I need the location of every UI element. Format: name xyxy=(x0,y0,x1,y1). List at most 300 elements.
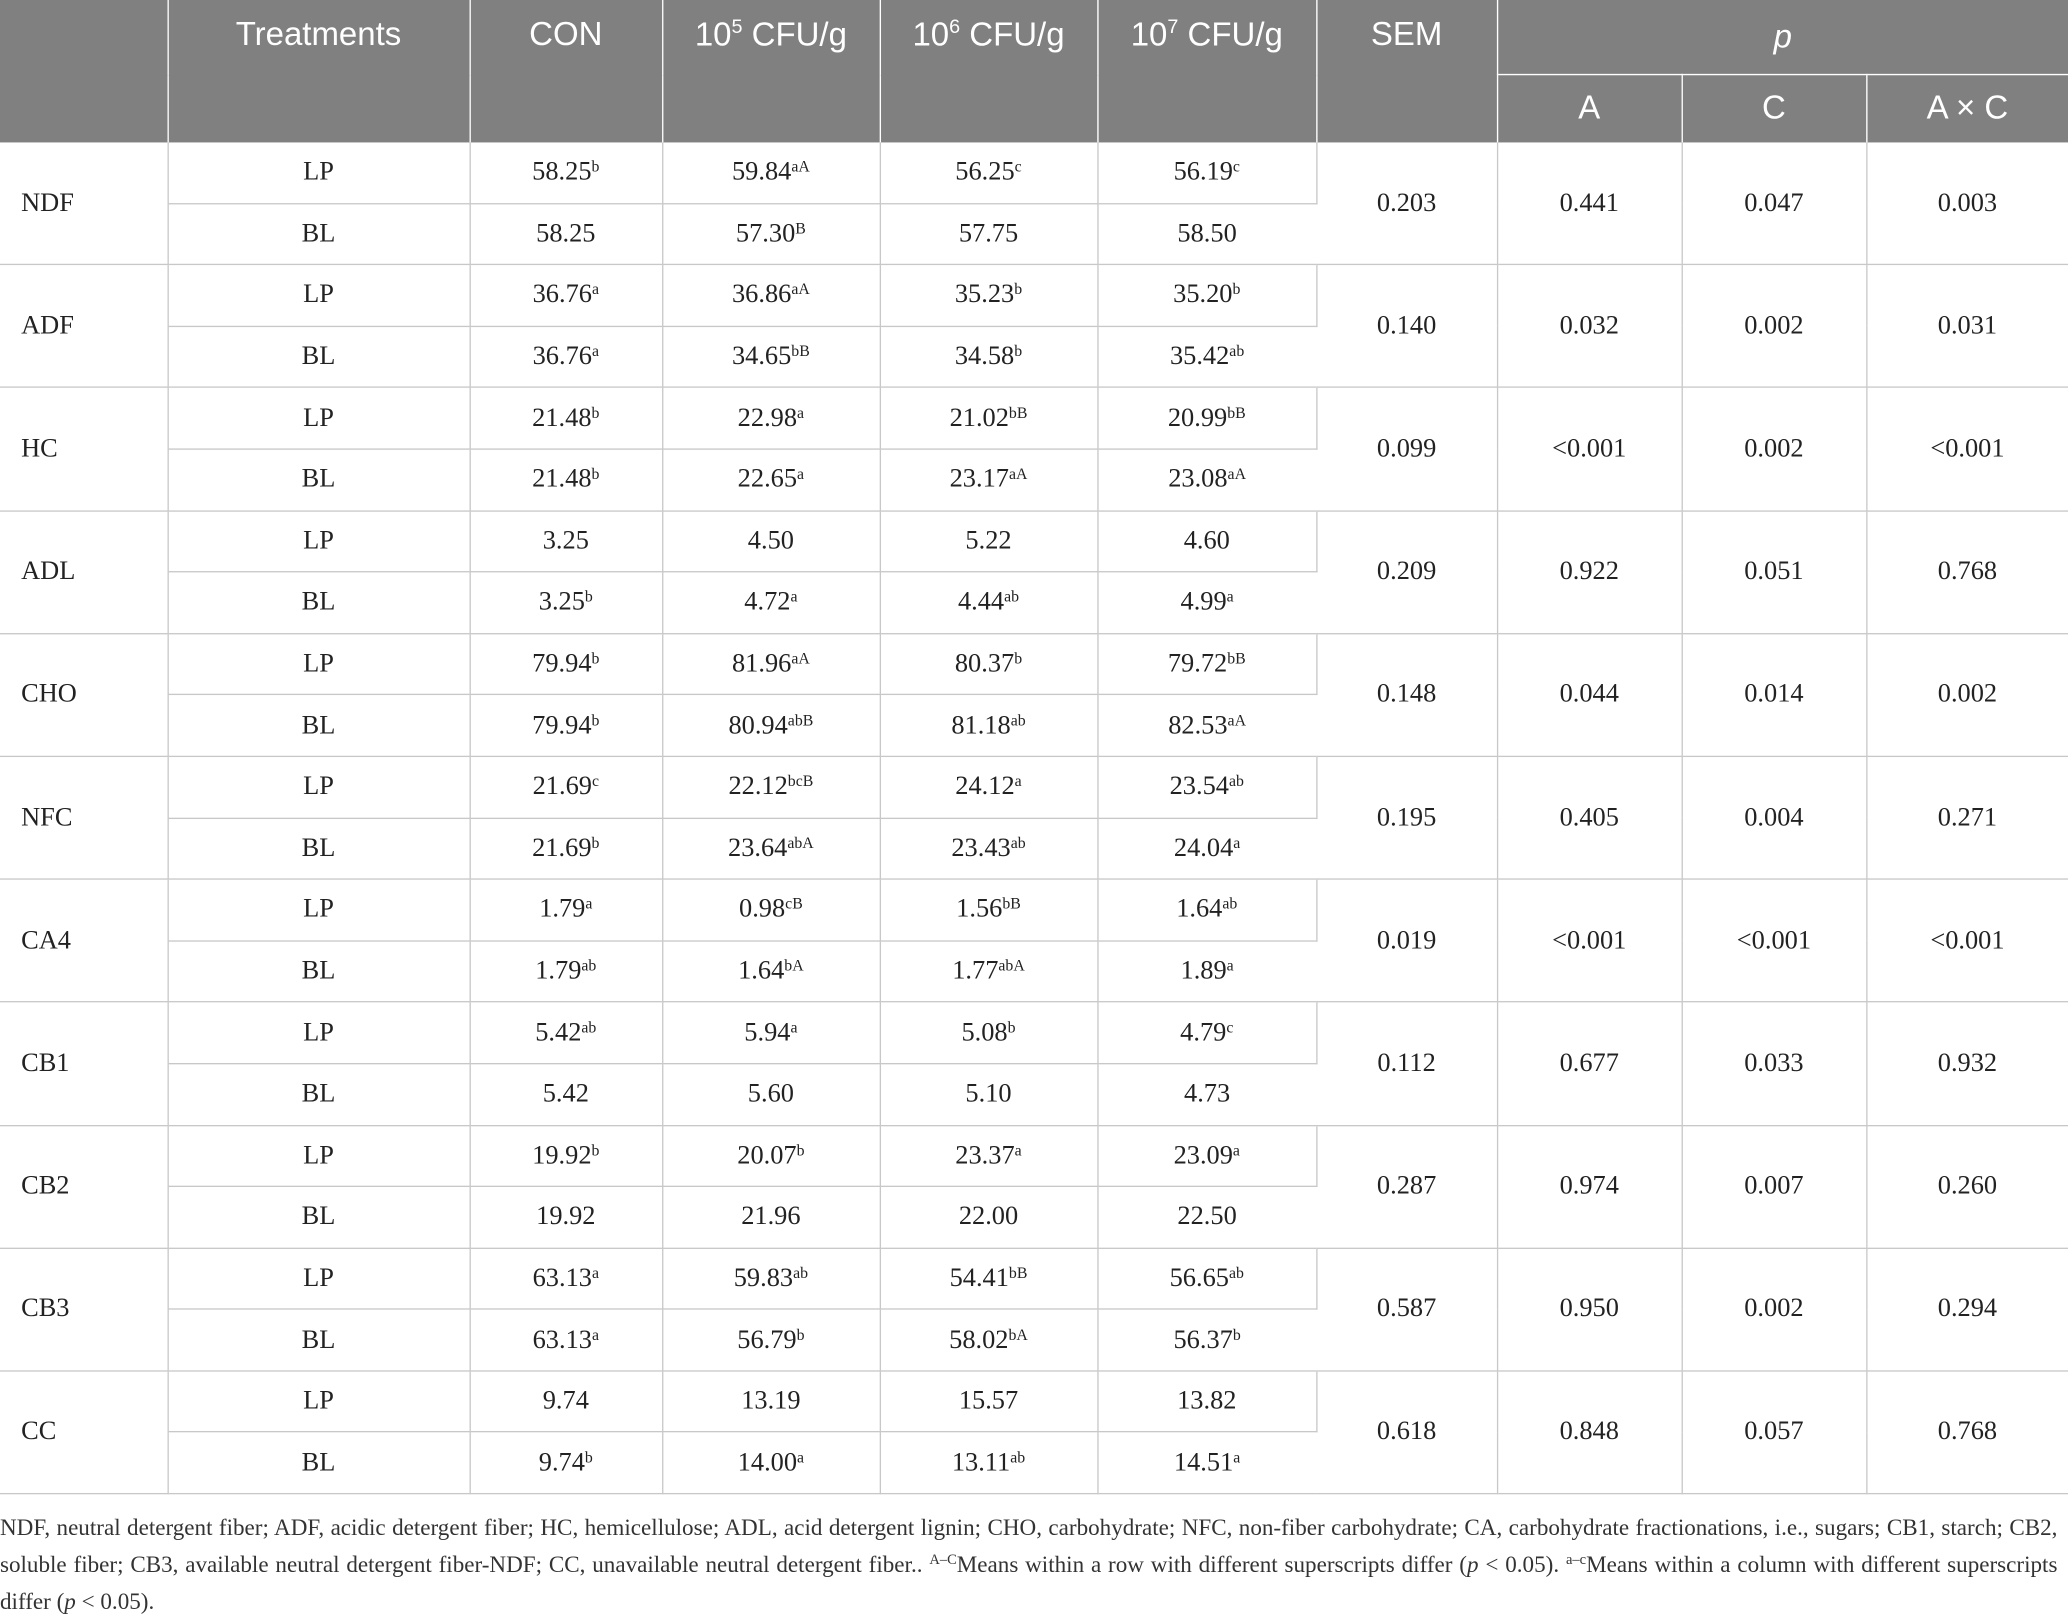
significance-letters: b xyxy=(1232,1324,1241,1344)
mean-value: 58.25 xyxy=(536,218,596,248)
treatment-label: LP xyxy=(167,142,469,203)
mean-value: 80.37 xyxy=(954,648,1015,678)
p-axc-value: 0.260 xyxy=(1866,1125,2068,1248)
significance-letters: abA xyxy=(787,833,814,852)
mean-value-cell xyxy=(662,326,880,387)
treatment-label: LP xyxy=(167,388,469,449)
mean-value: 5.94 xyxy=(744,1017,791,1047)
mean-value-cell xyxy=(470,510,663,571)
mean-value-cell xyxy=(880,265,1098,326)
mean-value: 1.64 xyxy=(738,956,785,986)
mean-value: 36.76 xyxy=(532,341,592,371)
treatment-label: BL xyxy=(167,572,469,633)
significance-letters: a xyxy=(1233,1447,1241,1467)
mean-value: 5.60 xyxy=(747,1079,794,1109)
significance-letters: aA xyxy=(791,280,810,299)
mean-value-cell xyxy=(1097,510,1316,571)
mean-value: 4.79 xyxy=(1180,1017,1227,1047)
p-axc-value: 0.768 xyxy=(1866,1371,2068,1494)
significance-letters: ab xyxy=(1004,587,1020,606)
significance-letters: aA xyxy=(1227,464,1247,484)
variable-name: NDF xyxy=(0,142,167,264)
treatment-label: BL xyxy=(167,941,469,1002)
p-a-value: 0.044 xyxy=(1497,633,1682,756)
significance-letters: b xyxy=(1232,280,1241,299)
mean-value: 34.65 xyxy=(731,341,792,371)
significance-letters: ab xyxy=(1010,1447,1026,1467)
mean-value: 9.74 xyxy=(542,1386,589,1416)
mean-value: 21.96 xyxy=(741,1202,801,1232)
mean-value: 9.74 xyxy=(538,1447,585,1477)
mean-value: 23.64 xyxy=(728,833,788,863)
treatment-label: BL xyxy=(167,1432,469,1493)
sem-value: 0.140 xyxy=(1316,265,1497,388)
table-row xyxy=(0,633,2068,694)
treatment-label: LP xyxy=(167,1125,469,1186)
mean-value: 13.19 xyxy=(741,1386,801,1416)
mean-value: 24.12 xyxy=(955,771,1015,801)
mean-value-cell xyxy=(880,449,1098,510)
p-c-value: 0.033 xyxy=(1682,1002,1867,1125)
mean-value-cell xyxy=(470,695,663,756)
mean-value: 5.22 xyxy=(965,526,1012,556)
table-row xyxy=(0,265,2068,326)
treatment-label: LP xyxy=(167,510,469,571)
mean-value-cell xyxy=(1097,1432,1316,1493)
mean-value-cell xyxy=(1097,326,1316,387)
mean-value: 20.07 xyxy=(737,1140,797,1170)
significance-letters: ab xyxy=(1222,894,1238,914)
significance-letters: a xyxy=(585,894,593,914)
p-c-value: 0.002 xyxy=(1682,388,1867,511)
significance-letters: b xyxy=(591,464,600,484)
p-c-value: 0.007 xyxy=(1682,1125,1867,1248)
mean-value-cell xyxy=(880,1064,1098,1125)
p-a-value: 0.950 xyxy=(1497,1248,1682,1371)
significance-letters: a xyxy=(1232,1140,1240,1160)
mean-value: 0.98 xyxy=(739,894,786,924)
mean-value: 22.98 xyxy=(737,403,798,433)
significance-letters: abA xyxy=(998,956,1025,975)
mean-value: 4.44 xyxy=(957,587,1005,617)
mean-value-cell xyxy=(1097,818,1316,879)
significance-letters: a xyxy=(1014,1140,1022,1160)
mean-value-cell xyxy=(1097,633,1316,694)
significance-letters: ab xyxy=(1010,833,1026,852)
p-axc-value: 0.003 xyxy=(1866,142,2068,264)
p-c-value: 0.002 xyxy=(1682,265,1867,388)
significance-letters: ab xyxy=(793,1263,809,1282)
variable-name: CB3 xyxy=(0,1248,167,1371)
significance-letters: b xyxy=(591,648,600,668)
mean-value-cell xyxy=(1097,449,1316,510)
mean-value-cell xyxy=(662,818,880,879)
mean-value-cell xyxy=(880,203,1098,264)
mean-value-cell xyxy=(880,388,1098,449)
mean-value-cell xyxy=(470,633,663,694)
significance-letters: b xyxy=(591,403,600,422)
significance-letters: aA xyxy=(1227,710,1247,729)
significance-letters: ab xyxy=(1229,341,1245,361)
mean-value: 36.76 xyxy=(532,280,592,310)
mean-value-cell xyxy=(470,326,663,387)
p-c-value: <0.001 xyxy=(1682,879,1867,1002)
mean-value: 57.75 xyxy=(958,218,1019,248)
mean-value: 3.25 xyxy=(542,526,589,556)
treatment-label: LP xyxy=(167,1002,469,1063)
table-row xyxy=(0,510,2068,571)
mean-value-cell xyxy=(1097,879,1316,940)
mean-value-cell xyxy=(880,879,1098,940)
mean-value: 4.50 xyxy=(747,526,794,556)
header-p-axc: A × C xyxy=(1866,75,2068,143)
p-a-value: 0.677 xyxy=(1497,1002,1682,1125)
p-c-value: 0.002 xyxy=(1682,1248,1867,1371)
sem-value: 0.195 xyxy=(1316,756,1497,879)
mean-value-cell xyxy=(880,1309,1098,1370)
mean-value: 81.96 xyxy=(731,648,792,678)
mean-value-cell xyxy=(470,879,663,940)
mean-value-cell xyxy=(662,1002,880,1063)
mean-value: 56.79 xyxy=(737,1324,797,1354)
p-c-value: 0.014 xyxy=(1682,633,1867,756)
p-a-value: 0.974 xyxy=(1497,1125,1682,1248)
mean-value-cell xyxy=(470,572,663,633)
p-a-value: 0.032 xyxy=(1497,265,1682,388)
treatment-label: BL xyxy=(167,1186,469,1247)
sem-value: 0.019 xyxy=(1316,879,1497,1002)
mean-value: 21.02 xyxy=(949,403,1009,433)
significance-letters: c xyxy=(1226,1017,1234,1037)
significance-letters: b xyxy=(591,833,600,852)
table-body xyxy=(0,142,2068,1493)
mean-value-cell xyxy=(662,695,880,756)
significance-letters: a xyxy=(797,1447,805,1467)
p-axc-value: 0.031 xyxy=(1866,265,2068,388)
significance-letters: b xyxy=(584,587,593,606)
p-a-value: <0.001 xyxy=(1497,388,1682,511)
mean-value-cell xyxy=(470,1002,663,1063)
mean-value-cell xyxy=(880,1432,1098,1493)
mean-value-cell xyxy=(1097,1248,1316,1309)
header-p-c: C xyxy=(1682,75,1867,143)
mean-value-cell xyxy=(470,1309,663,1370)
mean-value: 21.48 xyxy=(532,403,592,433)
sem-value: 0.148 xyxy=(1316,633,1497,756)
mean-value-cell xyxy=(662,1432,880,1493)
mean-value-cell xyxy=(880,941,1098,1002)
mean-value-cell xyxy=(880,818,1098,879)
mean-value-cell xyxy=(470,1186,663,1247)
significance-letters: bB xyxy=(1008,1263,1028,1282)
mean-value: 20.99 xyxy=(1167,403,1228,433)
significance-letters: a xyxy=(591,1324,599,1344)
significance-letters: a xyxy=(1226,956,1234,975)
mean-value-cell xyxy=(470,941,663,1002)
mean-value: 35.20 xyxy=(1173,280,1233,310)
significance-letters: b xyxy=(591,1140,600,1160)
significance-letters: bB xyxy=(1002,894,1021,914)
mean-value-cell xyxy=(662,756,880,817)
mean-value-cell xyxy=(1097,265,1316,326)
significance-letters: b xyxy=(591,157,600,176)
mean-value: 5.08 xyxy=(961,1017,1008,1047)
mean-value: 23.37 xyxy=(955,1140,1015,1170)
mean-value: 79.94 xyxy=(532,648,592,678)
significance-letters: bB xyxy=(1008,403,1028,422)
mean-value-cell xyxy=(662,1064,880,1125)
significance-letters: b xyxy=(796,1324,805,1344)
p-c-value: 0.051 xyxy=(1682,510,1867,633)
mean-value: 21.69 xyxy=(532,771,592,801)
mean-value-cell xyxy=(470,265,663,326)
variable-name: CC xyxy=(0,1371,167,1494)
mean-value-cell xyxy=(662,449,880,510)
mean-value: 5.42 xyxy=(535,1017,582,1047)
treatment-label: LP xyxy=(167,1248,469,1309)
mean-value-cell xyxy=(1097,1309,1316,1370)
mean-value: 56.65 xyxy=(1169,1263,1229,1293)
mean-value-cell xyxy=(1097,1064,1316,1125)
significance-letters: b xyxy=(1014,648,1023,668)
variable-name: ADL xyxy=(0,510,167,633)
treatment-label: LP xyxy=(167,1371,469,1432)
significance-letters: ab xyxy=(1010,710,1026,729)
mean-value: 82.53 xyxy=(1168,710,1228,740)
significance-letters: a xyxy=(797,403,805,422)
p-a-value: 0.405 xyxy=(1497,756,1682,879)
mean-value-cell xyxy=(880,510,1098,571)
table-row xyxy=(0,1248,2068,1309)
treatment-label: BL xyxy=(167,1064,469,1125)
table-row xyxy=(0,1125,2068,1186)
mean-value: 1.56 xyxy=(956,894,1003,924)
mean-value-cell xyxy=(662,941,880,1002)
mean-value: 58.50 xyxy=(1177,218,1237,248)
mean-value: 4.72 xyxy=(744,587,791,617)
significance-letters: aA xyxy=(791,157,810,176)
significance-letters: a xyxy=(1014,771,1022,791)
mean-value: 4.60 xyxy=(1183,526,1230,556)
mean-value: 63.13 xyxy=(532,1324,592,1354)
mean-value-cell xyxy=(1097,572,1316,633)
significance-letters: cB xyxy=(785,894,803,914)
p-axc-value: <0.001 xyxy=(1866,388,2068,511)
significance-letters: ab xyxy=(581,1017,597,1037)
mean-value-cell xyxy=(880,756,1098,817)
mean-value-cell xyxy=(880,1186,1098,1247)
mean-value: 22.50 xyxy=(1177,1202,1237,1232)
mean-value: 1.79 xyxy=(539,894,586,924)
sem-value: 0.112 xyxy=(1316,1002,1497,1125)
mean-value-cell xyxy=(470,1125,663,1186)
mean-value: 23.09 xyxy=(1173,1140,1233,1170)
table-footnote: NDF, neutral detergent fiber; ADF, acidic detergent fiber; HC, hemicellulose; ADL, acid detergent lignin; CHO, carbohydrate; NFC, non-fiber carbohydrate; CA, carbohydrate fractionations, i.e., sugars; CB1, starch; CB2, soluble fiber; CB3, available neutral detergent fiber-NDF; CC, unavailable neutral detergent fiber.. $^{A-C}$Means within a row with different superscripts differ (p < 0.05). $^{a-c}$Means within a column with different superscripts differ (p < 0.05). xyxy=(0,1514,2058,1615)
mean-value-cell xyxy=(662,1125,880,1186)
mean-value: 23.54 xyxy=(1169,771,1229,801)
sem-value: 0.203 xyxy=(1316,142,1497,264)
treatment-label: BL xyxy=(167,818,469,879)
mean-value-cell xyxy=(880,1002,1098,1063)
header-p-a: A xyxy=(1497,75,1682,143)
mean-value: 13.11 xyxy=(951,1447,1011,1477)
mean-value-cell xyxy=(662,633,880,694)
variable-name: ADF xyxy=(0,265,167,388)
mean-value: 22.00 xyxy=(958,1202,1019,1232)
sem-value: 0.099 xyxy=(1316,388,1497,511)
mean-value: 21.48 xyxy=(532,464,592,494)
significance-letters: b xyxy=(1014,280,1023,299)
significance-letters: bB xyxy=(791,341,810,361)
mean-value-cell xyxy=(1097,142,1316,203)
mean-value: 35.42 xyxy=(1169,341,1230,371)
mean-value-cell xyxy=(1097,203,1316,264)
mean-value: 80.94 xyxy=(728,710,788,740)
mean-value: 22.65 xyxy=(737,464,798,494)
mean-value: 21.69 xyxy=(532,833,592,863)
mean-value: 23.17 xyxy=(949,464,1009,494)
mean-value-cell xyxy=(662,510,880,571)
mean-value: 35.23 xyxy=(954,280,1015,310)
variable-name: HC xyxy=(0,388,167,511)
significance-letters: a xyxy=(790,1017,798,1037)
mean-value-cell xyxy=(880,142,1098,203)
mean-value: 5.42 xyxy=(542,1079,589,1109)
significance-letters: B xyxy=(795,218,806,238)
mean-value-cell xyxy=(662,1371,880,1432)
variable-name: NFC xyxy=(0,756,167,879)
table-row xyxy=(0,1371,2068,1432)
mean-value: 56.19 xyxy=(1173,157,1233,187)
sem-value: 0.618 xyxy=(1316,1371,1497,1494)
sem-value: 0.587 xyxy=(1316,1248,1497,1371)
treatment-label: BL xyxy=(167,449,469,510)
significance-letters: ab xyxy=(581,956,597,975)
mean-value-cell xyxy=(662,203,880,264)
mean-value-cell xyxy=(880,633,1098,694)
mean-value-cell xyxy=(880,695,1098,756)
significance-letters: a xyxy=(1226,587,1234,606)
mean-value: 54.41 xyxy=(949,1263,1009,1293)
mean-value-cell xyxy=(470,203,663,264)
significance-letters: a xyxy=(591,341,599,361)
mean-value-cell xyxy=(662,1309,880,1370)
table-row xyxy=(0,142,2068,203)
p-c-value: 0.004 xyxy=(1682,756,1867,879)
mean-value: 58.02 xyxy=(949,1324,1009,1354)
table-row xyxy=(0,879,2068,940)
mean-value-cell xyxy=(1097,1125,1316,1186)
p-a-value: 0.848 xyxy=(1497,1371,1682,1494)
mean-value-cell xyxy=(470,1432,663,1493)
p-a-value: <0.001 xyxy=(1497,879,1682,1002)
significance-letters: abB xyxy=(787,710,814,729)
header-1e6: $10^6$ CFU/g xyxy=(880,0,1098,142)
mean-value: 1.89 xyxy=(1180,956,1227,986)
significance-letters: aA xyxy=(791,648,810,668)
mean-value: 79.72 xyxy=(1167,648,1228,678)
mean-value: 23.08 xyxy=(1168,464,1228,494)
mean-value: 24.04 xyxy=(1173,833,1234,863)
mean-value: 4.73 xyxy=(1184,1079,1231,1109)
significance-letters: bcB xyxy=(787,771,814,791)
table-row xyxy=(0,1002,2068,1063)
header-p: p xyxy=(1497,0,2068,75)
significance-letters: aA xyxy=(1008,464,1028,484)
treatment-label: BL xyxy=(167,695,469,756)
mean-value: 14.51 xyxy=(1173,1447,1234,1477)
mean-value: 81.18 xyxy=(951,710,1011,740)
mean-value-cell xyxy=(470,1248,663,1309)
treatment-label: BL xyxy=(167,1309,469,1370)
significance-letters: b xyxy=(591,710,600,729)
significance-letters: bA xyxy=(784,956,804,975)
mean-value-cell xyxy=(1097,1186,1316,1247)
p-axc-value: <0.001 xyxy=(1866,879,2068,1002)
mean-value: 57.30 xyxy=(735,218,796,248)
variable-name: CHO xyxy=(0,633,167,756)
significance-letters: a xyxy=(797,464,805,484)
mean-value-cell xyxy=(470,1371,663,1432)
mean-value-cell xyxy=(1097,388,1316,449)
variable-name: CB1 xyxy=(0,1002,167,1125)
header-1e7: $10^7$ CFU/g xyxy=(1097,0,1316,142)
table-row xyxy=(0,388,2068,449)
mean-value: 59.84 xyxy=(731,157,792,187)
p-axc-value: 0.294 xyxy=(1866,1248,2068,1371)
significance-letters: c xyxy=(1232,157,1240,176)
mean-value-cell xyxy=(880,326,1098,387)
mean-value: 14.00 xyxy=(737,1447,798,1477)
significance-letters: bB xyxy=(1227,403,1246,422)
mean-value-cell xyxy=(880,1125,1098,1186)
significance-letters: b xyxy=(796,1140,805,1160)
mean-value: 1.77 xyxy=(952,956,999,986)
p-axc-value: 0.002 xyxy=(1866,633,2068,756)
mean-value: 1.79 xyxy=(535,956,582,986)
mean-value: 59.83 xyxy=(733,1263,794,1293)
mean-value-cell xyxy=(662,879,880,940)
mean-value-cell xyxy=(470,1064,663,1125)
mean-value: 19.92 xyxy=(536,1202,596,1232)
mean-value-cell xyxy=(880,572,1098,633)
mean-value-cell xyxy=(1097,1002,1316,1063)
header-con: CON xyxy=(470,0,663,142)
significance-letters: c xyxy=(591,771,599,791)
mean-value: 58.25 xyxy=(532,157,592,187)
significance-letters: a xyxy=(591,1263,599,1282)
mean-value-cell xyxy=(470,142,663,203)
mean-value: 13.82 xyxy=(1177,1386,1237,1416)
significance-letters: ab xyxy=(1228,1263,1244,1282)
mean-value: 23.43 xyxy=(951,833,1011,863)
table-row xyxy=(0,756,2068,817)
significance-letters: c xyxy=(1014,157,1022,176)
mean-value-cell xyxy=(662,572,880,633)
p-axc-value: 0.932 xyxy=(1866,1002,2068,1125)
p-axc-value: 0.768 xyxy=(1866,510,2068,633)
header-1e5: $10^5$ CFU/g xyxy=(662,0,880,142)
mean-value-cell xyxy=(1097,756,1316,817)
treatment-label: LP xyxy=(167,633,469,694)
significance-letters: b xyxy=(1014,341,1023,361)
mean-value-cell xyxy=(662,388,880,449)
mean-value-cell xyxy=(662,265,880,326)
mean-value: 34.58 xyxy=(954,341,1015,371)
mean-value-cell xyxy=(470,388,663,449)
header-sem: SEM xyxy=(1316,0,1497,142)
significance-letters: ab xyxy=(1228,771,1244,791)
